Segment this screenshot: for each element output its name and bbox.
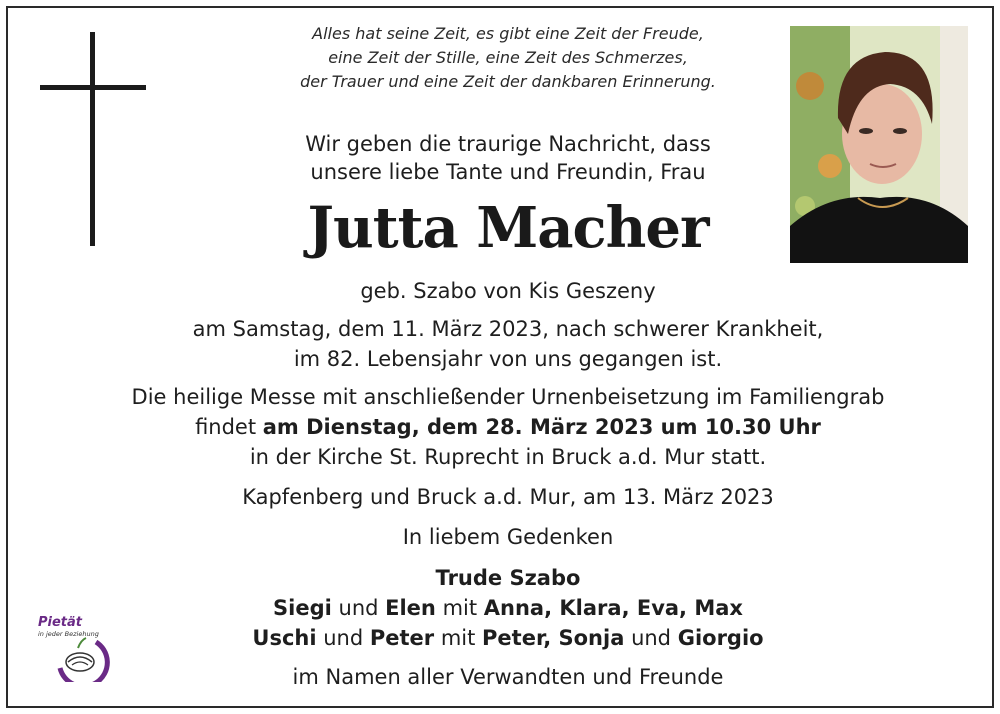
mourner-name: Peter <box>369 626 435 650</box>
mourner-name: Peter, Sonja <box>482 626 625 650</box>
mourner-row <box>48 593 968 623</box>
death-line: im 82. Lebensjahr von uns gegangen ist. <box>293 347 723 371</box>
mourner-name: Elen <box>385 596 436 620</box>
quote-line: eine Zeit der Stille, eine Zeit des Schmerzes, <box>328 48 688 67</box>
mourners <box>48 563 968 653</box>
intro-line: Wir geben die traurige Nachricht, dass <box>305 132 711 156</box>
connector: und <box>316 626 370 650</box>
mourner-name: Uschi <box>252 626 317 650</box>
connector: mit <box>434 626 483 650</box>
quote <box>268 22 748 94</box>
portrait-photo <box>790 26 968 263</box>
announcement-intro <box>218 130 798 186</box>
svg-text:Pietät: Pietät <box>38 615 83 630</box>
obituary-card <box>6 6 994 708</box>
death-line: am Samstag, dem 11. März 2023, nach schwerer Krankheit, <box>192 317 824 341</box>
place-date: Kapfenberg und Bruck a.d. Mur, am 13. März 2023 <box>242 485 774 509</box>
closing-line: im Namen aller Verwandten und Freunde <box>292 665 724 689</box>
mass-line-2 <box>48 412 968 442</box>
connector: und <box>624 626 678 650</box>
quote-line: Alles hat seine Zeit, es gibt eine Zeit der Freude, <box>312 24 704 43</box>
intro-line: unsere liebe Tante und Freundin, Frau <box>310 160 706 184</box>
svg-text:in jeder Beziehung: in jeder Beziehung <box>38 630 99 638</box>
mass-line-1: Die heilige Messe mit anschließender Urnenbeisetzung im Familiengrab <box>131 385 885 409</box>
mass-prefix: findet <box>195 415 263 439</box>
pietaet-logo <box>34 612 124 682</box>
connector: mit <box>435 596 484 620</box>
mass-notice <box>48 382 968 472</box>
mourner-name: Anna, Klara, Eva, Max <box>483 596 743 620</box>
mass-line-3: in der Kirche St. Ruprecht in Bruck a.d. Mur statt. <box>249 445 767 469</box>
memory-line: In liebem Gedenken <box>402 525 614 549</box>
mourner-name: Siegi <box>273 596 332 620</box>
birth-name: geb. Szabo von Kis Geszeny <box>360 279 656 303</box>
mass-date: am Dienstag, dem 28. März 2023 um 10.30 Uhr <box>262 415 821 439</box>
mourner-row: Trude Szabo <box>435 566 581 590</box>
connector: und <box>331 596 386 620</box>
quote-line: der Trauer und eine Zeit der dankbaren Erinnerung. <box>300 72 716 91</box>
mourner-name: Giorgio <box>677 626 764 650</box>
mourner-row <box>48 623 968 653</box>
death-notice <box>48 314 968 374</box>
deceased-name: Jutta Macher <box>307 195 709 261</box>
